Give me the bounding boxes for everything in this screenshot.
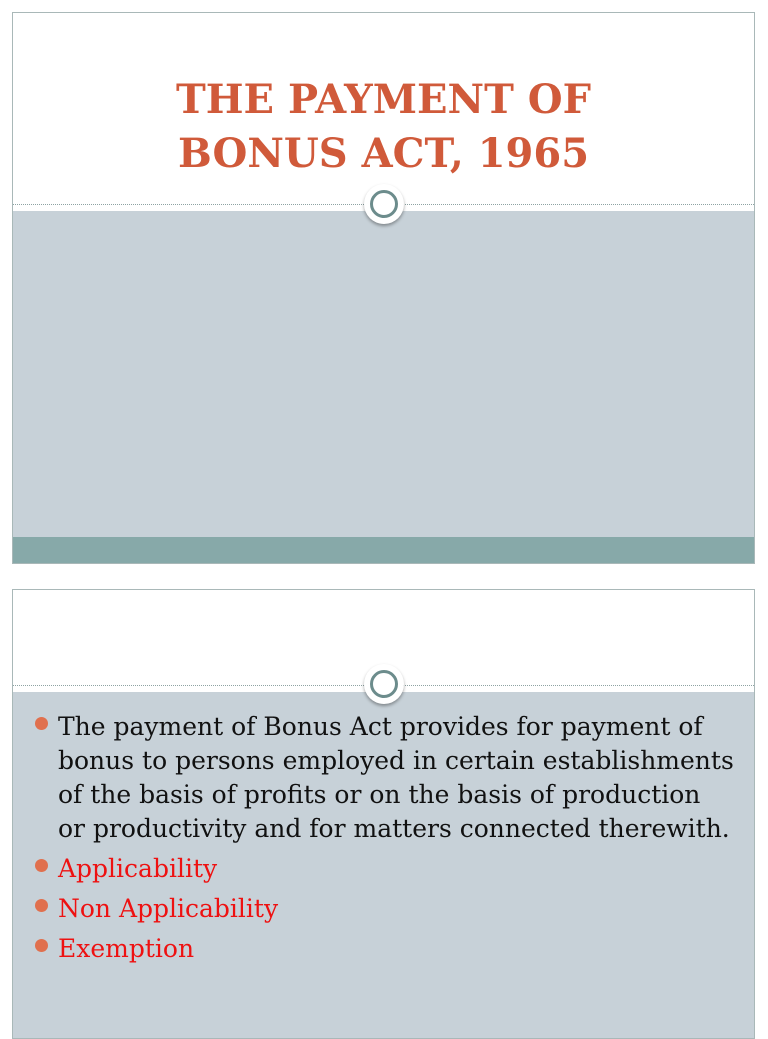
ring-ornament-icon bbox=[364, 664, 404, 704]
bullet-item-description bbox=[35, 710, 734, 846]
slide-title bbox=[13, 73, 754, 181]
ring-ornament-icon bbox=[364, 184, 404, 224]
content-slide bbox=[12, 589, 755, 1039]
bullet-dot-icon bbox=[35, 899, 48, 912]
bullet-dot-icon bbox=[35, 859, 48, 872]
slide-header-area bbox=[13, 13, 754, 205]
footer-band bbox=[13, 537, 754, 563]
title-line-1: THE PAYMENT OF bbox=[176, 76, 591, 123]
title-slide bbox=[12, 12, 755, 564]
bullet-item-non-applicability[interactable] bbox=[35, 892, 734, 926]
bullet-dot-icon bbox=[35, 717, 48, 730]
bullet-item-applicability[interactable] bbox=[35, 852, 734, 886]
bullet-dot-icon bbox=[35, 939, 48, 952]
slide-body bbox=[13, 211, 754, 563]
bullet-text: The payment of Bonus Act provides for payment of bonus to persons employed in certain establishments of the basis of profits or on the basis of production or productivity and for matters connected therewith. bbox=[58, 712, 734, 843]
bullet-list bbox=[35, 710, 734, 972]
title-line-2: BONUS ACT, 1965 bbox=[177, 130, 590, 177]
non-applicability-link[interactable]: Non Applicability bbox=[58, 894, 279, 923]
bullet-item-exemption[interactable] bbox=[35, 932, 734, 966]
exemption-link[interactable]: Exemption bbox=[58, 934, 195, 963]
applicability-link[interactable]: Applicability bbox=[58, 854, 218, 883]
